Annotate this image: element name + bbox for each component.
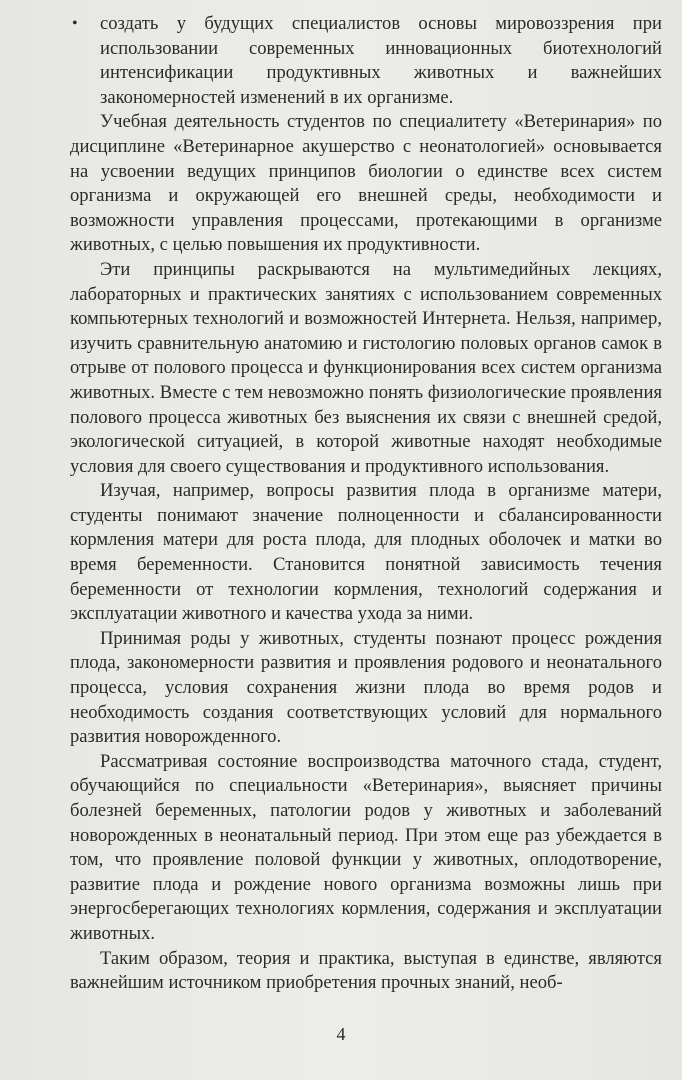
paragraph-3: Изучая, например, вопросы развития плода в организме матери, студенты понимают значение полноценности и сбалансированности кормления матери для роста плода, для плодных оболочек и матки во время беременности. Становится понятной зависимость течения беременности от технологии кормления, технологий содержания и эксплуатации животного и качества ухода за ними. bbox=[70, 480, 662, 625]
page-body bbox=[70, 12, 662, 996]
bullet-icon: • bbox=[72, 15, 78, 32]
paragraph-2: Эти принципы раскрываются на мультимедийных лекциях, лабораторных и практических занятиях с использованием современных компьютерных технологий и возможностей Интернета. Нельзя, например, изучить сравнительную анатомию и гистологию половых органов самок в отрыве от полового процесса и функционирования всех систем организма животных. Вместе с тем невозможно понять физиологические проявления полового процесса животных без выяснения их связи с внешней средой, экологической ситуацией, в которой животные находят необходимые условия для своего существования и продуктивного использования. bbox=[70, 258, 662, 477]
paragraph-5: Рассматривая состояние воспроизводства маточного стада, студент, обучающийся по специальности «Ветеринария», выясняет причины болезней беременных, патологии родов у животных и заболеваний новорожденных в неонатальный период. При этом еще раз убеждается в том, что проявление половой функции у животных, оплодотворение, развитие плода и рождение нового организма возможны лишь при энергосберегающих технологиях кормления, содержания и эксплуатации животных. bbox=[70, 750, 662, 944]
bullet-text: создать у будущих специалистов основы мировоззрения при использовании современных инновационных биотехнологий интенсификации продуктивных животных и важнейших закономерностей изменений в их организме. bbox=[100, 13, 662, 108]
paragraph-1: Учебная деятельность студентов по специалитету «Ветеринария» по дисциплине «Ветеринарное акушерство с неонатологией» основывается на усвоении ведущих принципов биологии о единстве всех систем организма и окружающей его внешней среды, необходимости и возможности управления процессами, протекающими в организме животных, с целью повышения их продуктивности. bbox=[70, 111, 662, 256]
paragraph-6: Таким образом, теория и практика, выступая в единстве, являются важнейшим источником приобретения прочных знаний, необ- bbox=[70, 947, 662, 994]
bullet-list-item bbox=[70, 12, 662, 110]
page-number: 4 bbox=[336, 1024, 346, 1044]
paragraph-4: Принимая роды у животных, студенты познают процесс рождения плода, закономерности развития и проявления родового и неонатального процесса, условия сохранения жизни плода во время родов и необходимость создания соответствующих условий для нормального развития новорожденного. bbox=[70, 627, 662, 748]
